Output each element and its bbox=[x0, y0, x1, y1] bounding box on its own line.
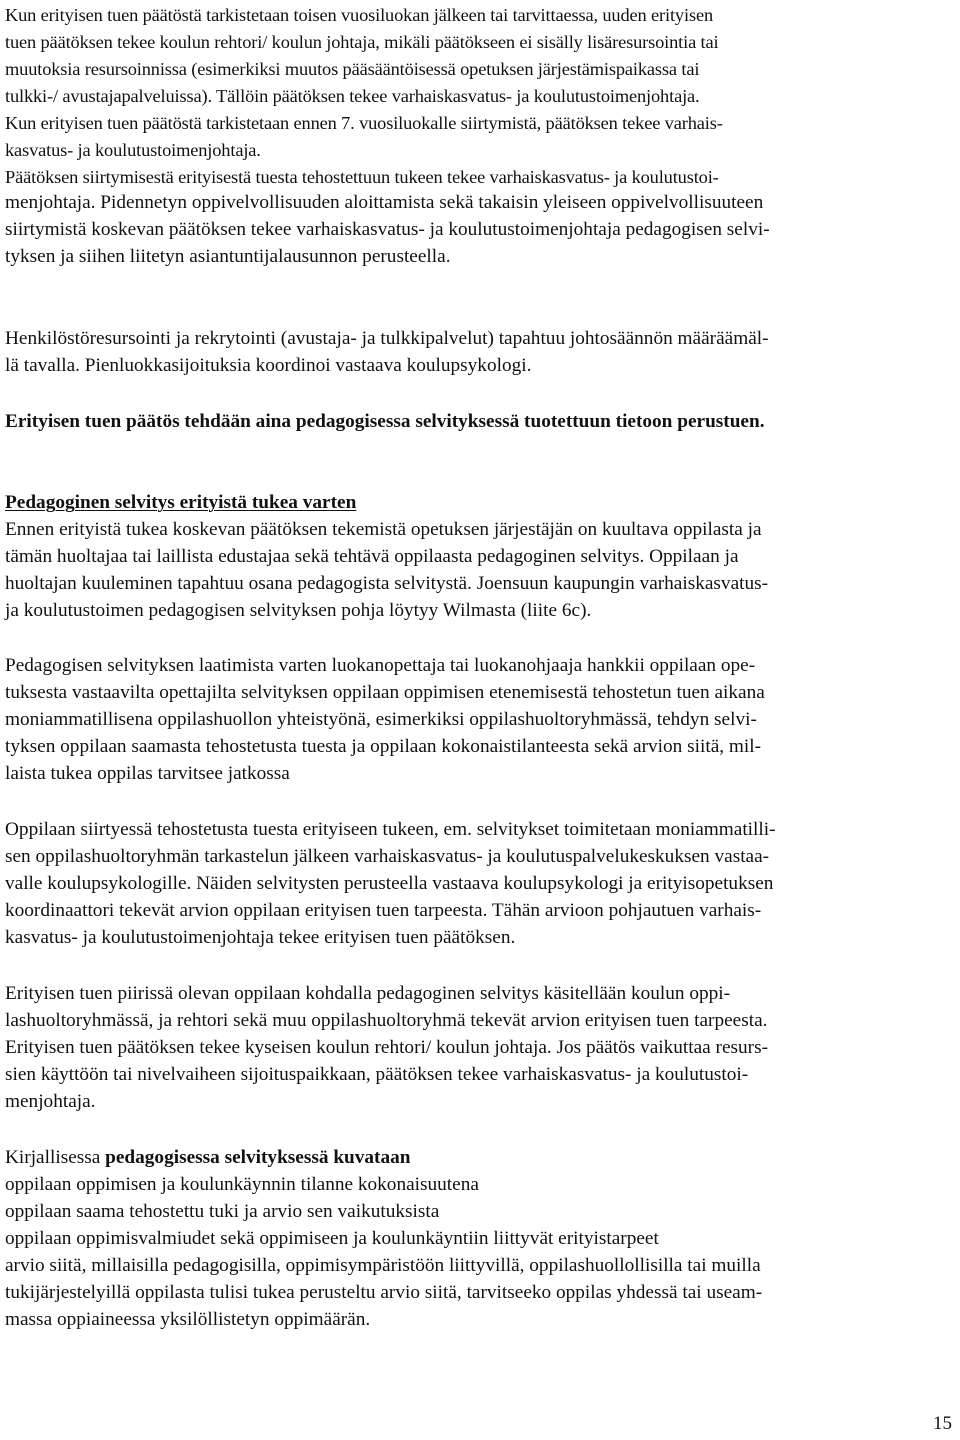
bold-statement: Erityisen tuen päätös tehdään aina pedagogisessa selvityksessä tuotettuun tietoon perustuen. bbox=[5, 411, 765, 432]
paragraph-line: lashuoltoryhmässä, ja rehtori sekä muu oppilashuoltoryhmä tekevät arvion erityisen tuen tarpeesta. bbox=[5, 1010, 768, 1031]
paragraph-line: koordinaattori tekevät arvion oppilaan erityisen tuen tarpeesta. Tähän arvioon pohjautuen varhais- bbox=[5, 900, 762, 921]
paragraph-line: siirtymistä koskevan päätöksen tekee varhaiskasvatus- ja koulutustoimenjohtaja pedagogisen selvi- bbox=[5, 219, 770, 240]
paragraph-line: Erityisen tuen päätöksen tekee kyseisen koulun rehtori/ koulun johtaja. Jos päätös vaikuttaa resurs- bbox=[5, 1037, 769, 1058]
paragraph-line: sen oppilashuoltoryhmän tarkastelun jälkeen varhaiskasvatus- ja koulutuspalvelukeskuksen vastaa- bbox=[5, 846, 770, 867]
list-item: massa oppiaineessa yksilöllistetyn oppimäärän. bbox=[5, 1309, 371, 1330]
paragraph-line: ja koulutustoimen pedagogisen selvityksen pohja löytyy Wilmasta (liite 6c). bbox=[5, 600, 592, 621]
list-item: oppilaan oppimisvalmiudet sekä oppimiseen ja koulunkäyntiin liittyvät erityistarpeet bbox=[5, 1228, 659, 1249]
paragraph-line: tämän huoltajaa tai laillista edustajaa sekä tehtävä oppilaasta pedagoginen selvitys. Oppilaan ja bbox=[5, 546, 739, 567]
list-item: oppilaan oppimisen ja koulunkäynnin tilanne kokonaisuutena bbox=[5, 1174, 479, 1195]
paragraph-line: valle koulupsykologille. Näiden selvitysten perusteella vastaava koulupsykologi ja erityisopetuksen bbox=[5, 873, 774, 894]
paragraph-line: huoltajan kuuleminen tapahtuu osana pedagogista selvitystä. Joensuun kaupungin varhaiskasvatus- bbox=[5, 573, 769, 594]
paragraph-line: tyksen oppilaan saamasta tehostetusta tuesta ja oppilaan kokonaistilanteesta sekä arvion siitä, mil- bbox=[5, 736, 762, 757]
list-intro bbox=[5, 1145, 410, 1171]
paragraph-line: Kun erityisen tuen päätöstä tarkistetaan ennen 7. vuosiluokalle siirtymistä, päätöksen tekee varhais- bbox=[5, 113, 723, 133]
paragraph-line: tuksesta vastaavilta opettajilta selvityksen oppilaan oppimisen etenemisestä tehostetun tuen aikana bbox=[5, 682, 765, 703]
list-intro-text: Kirjallisessa bbox=[5, 1147, 106, 1168]
section-heading: Pedagoginen selvitys erityistä tukea varten bbox=[5, 492, 357, 513]
paragraph-line: tyksen ja siihen liitetyn asiantuntijalausunnon perusteella. bbox=[5, 246, 451, 267]
paragraph-line: tulkki-/ avustajapalveluissa). Tällöin päätöksen tekee varhaiskasvatus- ja koulutustoimenjohtaja. bbox=[5, 86, 700, 106]
paragraph-line: tuen päätöksen tekee koulun rehtori/ koulun johtaja, mikäli päätökseen ei sisälly lisäresursointia tai bbox=[5, 32, 719, 52]
paragraph-line: laista tukea oppilas tarvitsee jatkossa bbox=[5, 763, 290, 784]
list-intro-bold: pedagogisessa selvityksessä kuvataan bbox=[105, 1147, 411, 1168]
paragraph-line: Oppilaan siirtyessä tehostetusta tuesta erityiseen tukeen, em. selvitykset toimitetaan moniammatilli- bbox=[5, 819, 776, 840]
paragraph-line: muutoksia resursoinnissa (esimerkiksi muutos pääsääntöisessä opetuksen järjestämispaikassa tai bbox=[5, 59, 700, 79]
paragraph-line: moniammatillisena oppilashuollon yhteistyönä, esimerkiksi oppilashuoltoryhmässä, tehdyn selvi- bbox=[5, 709, 757, 730]
list-item: oppilaan saama tehostettu tuki ja arvio sen vaikutuksista bbox=[5, 1201, 440, 1222]
paragraph-line: Ennen erityistä tukea koskevan päätöksen tekemistä opetuksen järjestäjän on kuultava oppilasta ja bbox=[5, 519, 762, 540]
list-item: tukijärjestelyillä oppilasta tulisi tukea perusteltu arvio siitä, tarvitseeko oppilas yhdessä tai useam- bbox=[5, 1282, 763, 1303]
page-number: 15 bbox=[933, 1413, 952, 1434]
paragraph-line: Kun erityisen tuen päätöstä tarkistetaan toisen vuosiluokan jälkeen tai tarvittaessa, uuden erityisen bbox=[5, 5, 714, 25]
paragraph-line: Pedagogisen selvityksen laatimista varten luokanopettaja tai luokanohjaaja hankkii oppilaan ope- bbox=[5, 655, 756, 676]
paragraph-line: Henkilöstöresursointi ja rekrytointi (avustaja- ja tulkkipalvelut) tapahtuu johtosäännön määräämäl- bbox=[5, 328, 769, 349]
paragraph-line: kasvatus- ja koulutustoimenjohtaja. bbox=[5, 140, 261, 160]
paragraph-line: menjohtaja. Pidennetyn oppivelvollisuuden aloittamista sekä takaisin yleiseen oppivelvollisuuteen bbox=[5, 192, 764, 213]
paragraph-line: Erityisen tuen piirissä olevan oppilaan kohdalla pedagoginen selvitys käsitellään koulun oppi- bbox=[5, 983, 731, 1004]
paragraph-line: sien käyttöön tai nivelvaiheen sijoituspaikkaan, päätöksen tekee varhaiskasvatus- ja koulutustoi- bbox=[5, 1064, 749, 1085]
paragraph-line: menjohtaja. bbox=[5, 1091, 96, 1112]
paragraph-line: kasvatus- ja koulutustoimenjohtaja tekee erityisen tuen päätöksen. bbox=[5, 927, 516, 948]
list-item: arvio siitä, millaisilla pedagogisilla, oppimisympäristöön liittyvillä, oppilashuollollisilla tai muilla bbox=[5, 1255, 761, 1276]
paragraph-line: Päätöksen siirtymisestä erityisestä tuesta tehostettuun tukeen tekee varhaiskasvatus- ja koulutustoi- bbox=[5, 167, 719, 187]
paragraph-line: lä tavalla. Pienluokkasijoituksia koordinoi vastaava koulupsykologi. bbox=[5, 355, 532, 376]
